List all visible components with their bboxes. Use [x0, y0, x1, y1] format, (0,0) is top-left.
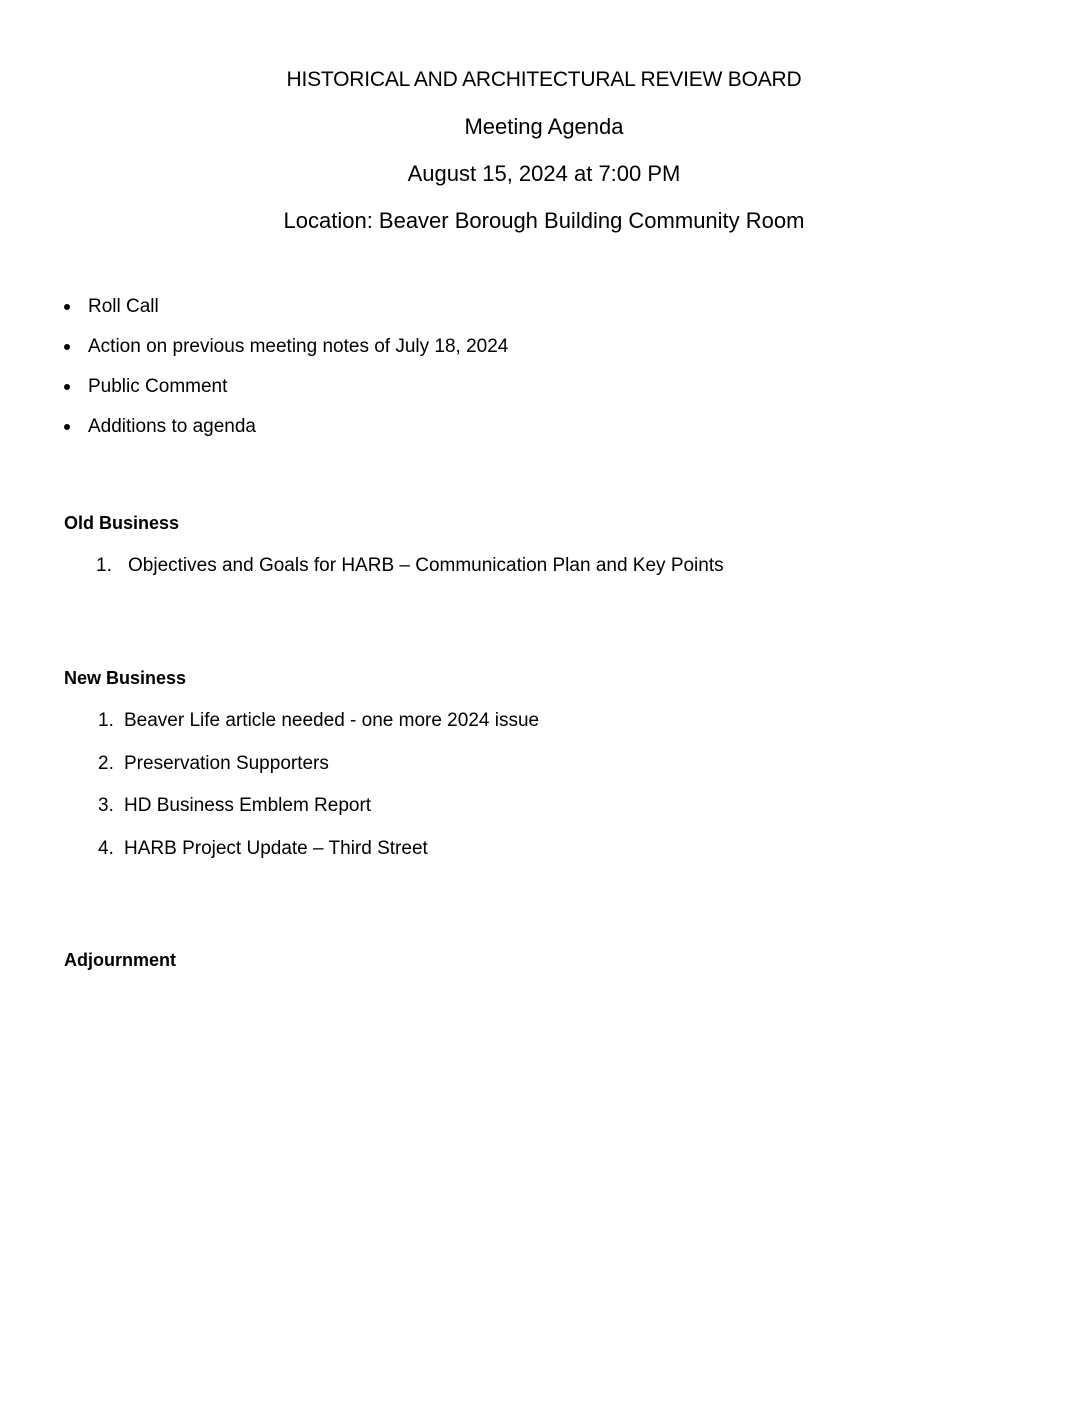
list-item-text: Beaver Life article needed - one more 2024 issue	[124, 710, 540, 731]
bullet-icon	[64, 344, 70, 350]
new-business-heading: New Business	[64, 668, 187, 688]
old-business-heading: Old Business	[64, 513, 180, 533]
list-item-text: Objectives and Goals for HARB – Communication Plan and Key Points	[128, 555, 724, 576]
document-subtitle: Meeting Agenda	[464, 114, 624, 139]
adjournment-heading: Adjournment	[64, 950, 176, 970]
list-item-text: Additions to agenda	[88, 416, 256, 437]
list-item-number: 2.	[98, 752, 114, 774]
list-item-text: HD Business Emblem Report	[124, 795, 372, 816]
meeting-location: Location: Beaver Borough Building Community Room	[283, 208, 805, 233]
meeting-datetime: August 15, 2024 at 7:00 PM	[407, 161, 681, 186]
board-title: HISTORICAL AND ARCHITECTURAL REVIEW BOARD	[286, 68, 802, 91]
list-item-text: Preservation Supporters	[124, 752, 329, 774]
list-item-number: 1.	[96, 555, 112, 576]
bullet-icon	[64, 304, 70, 310]
list-item-number: 3.	[98, 795, 114, 816]
list-item-text: Roll Call	[88, 296, 159, 317]
bullet-icon	[64, 424, 70, 430]
list-item-number: 4.	[98, 837, 114, 859]
bullet-icon	[64, 384, 70, 390]
list-item-text: HARB Project Update – Third Street	[124, 837, 428, 859]
list-item-text: Action on previous meeting notes of July 18, 2024	[88, 336, 509, 357]
list-item-number: 1.	[98, 710, 114, 731]
list-item-text: Public Comment	[88, 376, 228, 397]
